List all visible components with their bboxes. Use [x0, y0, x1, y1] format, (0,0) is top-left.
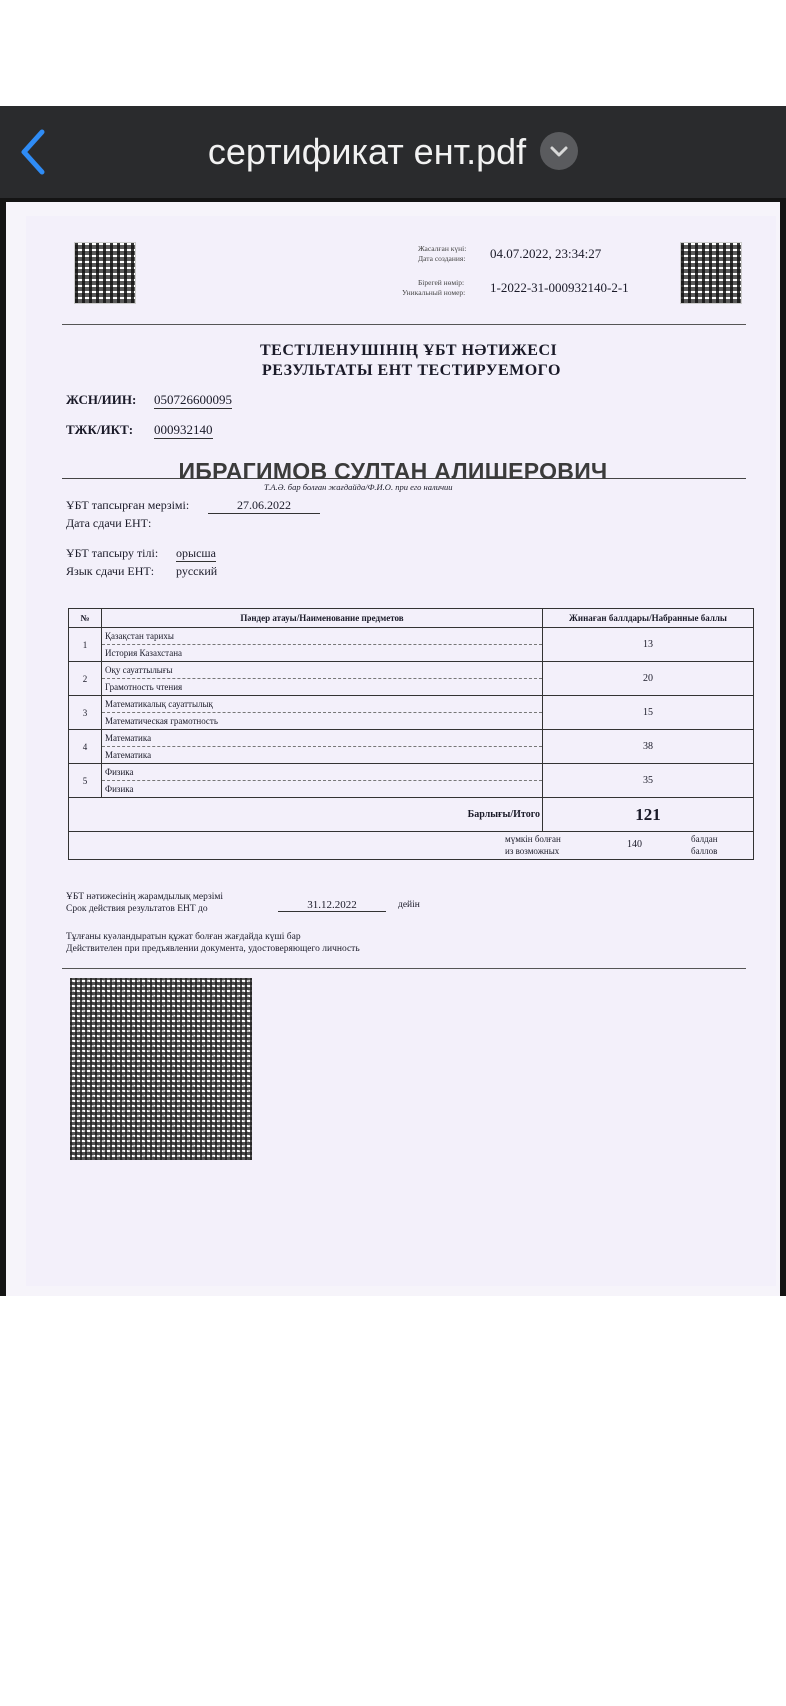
- lang-value-ru: русский: [176, 564, 218, 578]
- header-rule: [62, 324, 746, 325]
- fio-caption: Т.А.Ә. бар болған жағдайда/Ф.И.О. при его наличии: [264, 482, 453, 492]
- row-subject: [102, 628, 543, 662]
- chevron-down-icon: [540, 132, 578, 170]
- possible-label-kz: мүмкін болған: [505, 834, 561, 844]
- subject-kz: Физика: [102, 764, 542, 781]
- qr-code-right: [680, 242, 742, 304]
- table-row: [69, 764, 754, 798]
- full-name-overlay: ИБРАГИМОВ СУЛТАН АЛИШЕРОВИЧ: [178, 458, 608, 484]
- table-row: [69, 730, 754, 764]
- col-num-header: №: [69, 609, 102, 628]
- subject-ru: Математическая грамотность: [105, 716, 218, 726]
- document-title-text: сертификат ент.pdf: [207, 131, 527, 172]
- row-score: 15: [543, 696, 754, 730]
- possible-cell: [69, 832, 754, 860]
- iin-label: ЖСН/ИИН:: [66, 392, 137, 407]
- date-value: 27.06.2022: [208, 498, 320, 514]
- row-num: 1: [69, 628, 102, 662]
- possible-row: [69, 832, 754, 860]
- total-row: [69, 798, 754, 832]
- date-label-ru: Дата сдачи ЕНТ:: [66, 516, 152, 530]
- certificate-scan: [26, 216, 776, 1286]
- table-header-row: [69, 609, 754, 628]
- table-row: [69, 662, 754, 696]
- row-subject: [102, 764, 543, 798]
- results-table: [68, 608, 754, 860]
- ikt-label: ТЖК/ИКТ:: [66, 422, 134, 437]
- col-score-header: Жинаған баллдары/Набранные баллы: [543, 609, 754, 628]
- qr-code-large: [70, 978, 252, 1160]
- created-label-ru: Дата создания:: [418, 254, 466, 263]
- total-value: 121: [543, 798, 754, 832]
- pdf-page: [6, 202, 780, 1296]
- row-num: 3: [69, 696, 102, 730]
- valid-suffix: дейін: [398, 900, 420, 910]
- note-ru: Действителен при предъявлении документа, удостоверяющего личность: [66, 944, 360, 954]
- title-menu-button[interactable]: [540, 132, 578, 170]
- points-label-kz: балдан: [691, 834, 718, 844]
- document-title[interactable]: [0, 130, 786, 174]
- title-ru: РЕЗУЛЬТАТЫ ЕНТ ТЕСТИРУЕМОГО: [262, 362, 561, 379]
- row-subject: [102, 662, 543, 696]
- qr-code-left: [74, 242, 136, 304]
- unique-label-kz: Бірегей нөмір:: [418, 278, 465, 287]
- row-score: 20: [543, 662, 754, 696]
- ikt-value: 000932140: [154, 422, 213, 437]
- col-subject-header: Пәндер атауы/Наименование предметов: [102, 609, 543, 628]
- row-score: 13: [543, 628, 754, 662]
- row-subject: [102, 730, 543, 764]
- created-label-kz: Жасалған күні:: [418, 244, 467, 253]
- row-num: 5: [69, 764, 102, 798]
- possible-value: 140: [627, 839, 642, 850]
- subject-ru: История Казахстана: [105, 648, 183, 658]
- date-label-kz: ҰБТ тапсырған мерзімі:: [66, 498, 190, 512]
- top-navigation-bar: [0, 106, 786, 198]
- row-score: 35: [543, 764, 754, 798]
- lang-label-ru: Язык сдачи ЕНТ:: [66, 564, 155, 578]
- subject-ru: Математика: [105, 750, 152, 760]
- unique-label-ru: Уникальный номер:: [402, 288, 466, 297]
- note-kz: Тұлғаны куәландыратын құжат болған жағдайда күші бар: [66, 932, 301, 942]
- valid-label-ru: Срок действия результатов ЕНТ до: [66, 904, 208, 914]
- row-num: 4: [69, 730, 102, 764]
- subject-ru: Грамотность чтения: [105, 682, 183, 692]
- subject-kz: Қазақстан тарихы: [102, 628, 542, 645]
- lang-value-kz: орысша: [176, 546, 216, 560]
- subject-kz: Математикалық сауаттылық: [102, 696, 542, 713]
- total-label: Барлығы/Итого: [69, 798, 543, 832]
- table-row: [69, 628, 754, 662]
- table-row: [69, 696, 754, 730]
- iin-value: 050726600095: [154, 392, 232, 407]
- unique-value: 1-2022-31-000932140-2-1: [490, 280, 629, 295]
- points-label-ru: баллов: [691, 846, 718, 856]
- valid-label-kz: ҰБТ нәтижесінің жарамдылық мерзімі: [66, 892, 224, 902]
- created-value: 04.07.2022, 23:34:27: [490, 246, 602, 261]
- row-num: 2: [69, 662, 102, 696]
- footer-rule: [62, 968, 746, 969]
- subject-ru: Физика: [105, 784, 134, 794]
- possible-label-ru: из возможных: [505, 846, 560, 856]
- subject-kz: Оқу сауаттылығы: [102, 662, 542, 679]
- pdf-viewer[interactable]: [0, 198, 786, 1296]
- title-kz: ТЕСТІЛЕНУШІНІҢ ҰБТ НӘТИЖЕСІ: [260, 342, 558, 359]
- lang-label-kz: ҰБТ тапсыру тілі:: [66, 546, 159, 560]
- valid-value: 31.12.2022: [278, 899, 386, 912]
- subject-kz: Математика: [102, 730, 542, 747]
- row-subject: [102, 696, 543, 730]
- row-score: 38: [543, 730, 754, 764]
